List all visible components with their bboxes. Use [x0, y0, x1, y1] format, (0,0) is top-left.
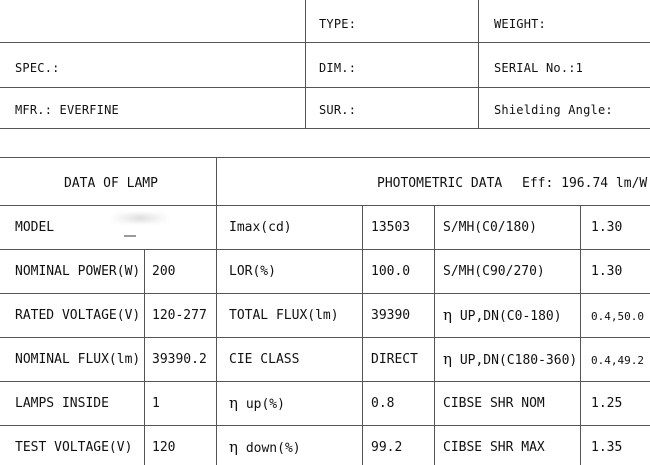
shielding-angle-label: Shielding Angle:: [494, 103, 613, 117]
divider: [0, 157, 650, 158]
lamp-label-model: MODEL: [15, 220, 55, 235]
divider: [362, 205, 363, 465]
lamp-label-lamps-inside: LAMPS INSIDE: [15, 396, 109, 411]
divider: [0, 293, 650, 294]
spec-label: SPEC.:: [15, 61, 60, 75]
divider: [305, 0, 306, 128]
divider: [216, 157, 217, 465]
mfr-label: MFR.: EVERFINE: [15, 103, 119, 117]
photo-value-imax: 13503: [371, 220, 411, 235]
photo-label-eta-down: η down(%): [229, 438, 301, 456]
lamp-value-voltage: 120-277: [152, 308, 207, 323]
divider: [144, 249, 145, 465]
serial-label: SERIAL No.:1: [494, 61, 584, 75]
photo-value-total-flux: 39390: [371, 308, 411, 323]
photo-value-eta-up: 0.8: [371, 396, 395, 411]
lamp-value-test-voltage: 120: [152, 440, 176, 455]
photo-label-eta-up: η up(%): [229, 394, 285, 412]
photo-label-lor: LOR(%): [229, 264, 276, 279]
ratio-label-cibse-nom: CIBSE SHR NOM: [443, 396, 545, 411]
efficiency-label: Eff: 196.74 lm/W: [522, 176, 648, 191]
eta-symbol: η: [443, 350, 452, 368]
divider: [0, 381, 650, 382]
photo-value-cie-class: DIRECT: [371, 352, 418, 367]
photometric-data-title: PHOTOMETRIC DATA: [377, 176, 503, 191]
divider: [0, 128, 650, 129]
ratio-value-updn-c0: 0.4,50.0: [591, 310, 644, 323]
lamp-value-flux: 39390.2: [152, 352, 207, 367]
ratio-value-cibse-nom: 1.25: [591, 396, 623, 411]
header-block: [0, 0, 650, 130]
photo-label-total-flux: TOTAL FLUX(lm): [229, 308, 339, 323]
ratio-value-cibse-max: 1.35: [591, 440, 623, 455]
model-value-smudge: [110, 214, 170, 222]
ratio-label-smh-c90: S/MH(C90/270): [443, 264, 545, 279]
lamp-label-flux: NOMINAL FLUX(lm): [15, 352, 141, 367]
photo-label-imax: Imax(cd): [229, 220, 292, 235]
data-table: [0, 157, 650, 465]
divider: [434, 205, 435, 465]
ratio-value-updn-c180: 0.4,49.2: [591, 354, 644, 367]
lamp-value-power: 200: [152, 264, 176, 279]
divider: [0, 337, 650, 338]
photo-value-eta-down: 99.2: [371, 440, 403, 455]
divider: [0, 205, 650, 206]
ratio-value-smh-c90: 1.30: [591, 264, 623, 279]
ratio-label-cibse-max: CIBSE SHR MAX: [443, 440, 545, 455]
ratio-label-smh-c0: S/MH(C0/180): [443, 220, 537, 235]
divider: [0, 249, 650, 250]
eta-symbol: η: [229, 394, 238, 412]
lamp-label-test-voltage: TEST VOLTAGE(V): [15, 440, 133, 455]
photo-value-lor: 100.0: [371, 264, 411, 279]
lamp-label-voltage: RATED VOLTAGE(V): [15, 308, 141, 323]
eta-symbol: η: [229, 438, 238, 456]
weight-label: WEIGHT:: [494, 17, 546, 31]
photo-label-cie-class: CIE CLASS: [229, 352, 300, 367]
lamp-value-lamps-inside: 1: [152, 396, 160, 411]
divider: [0, 87, 650, 88]
ratio-label-updn-c0: η UP,DN(C0-180): [443, 306, 562, 324]
ratio-value-smh-c0: 1.30: [591, 220, 623, 235]
divider: [580, 205, 581, 465]
ratio-label-updn-c180: η UP,DN(C180-360): [443, 350, 578, 368]
model-value-smudge: [124, 235, 136, 237]
eta-symbol: η: [443, 306, 452, 324]
lamp-data-title: DATA OF LAMP: [64, 176, 158, 191]
divider: [0, 42, 650, 43]
divider: [478, 0, 479, 128]
type-label: TYPE:: [319, 17, 357, 31]
divider: [0, 425, 650, 426]
lamp-label-power: NOMINAL POWER(W): [15, 264, 141, 279]
sur-label: SUR.:: [319, 103, 357, 117]
dim-label: DIM.:: [319, 61, 357, 75]
